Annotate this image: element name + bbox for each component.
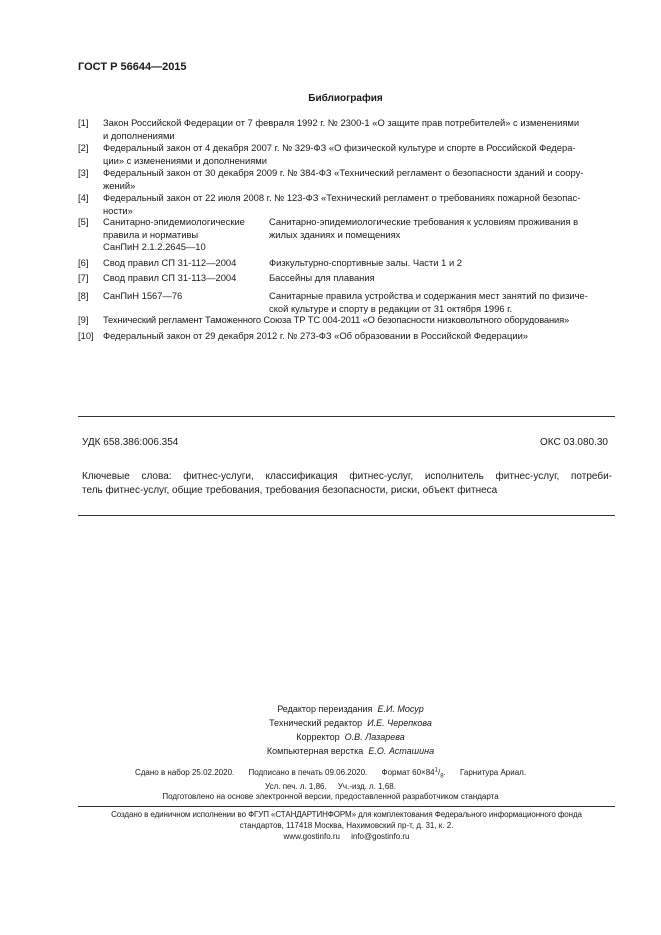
website-link[interactable]: www.gostinfo.ru bbox=[283, 832, 340, 841]
credit-person: Е.О. Асташина bbox=[368, 746, 435, 756]
ref-text bbox=[103, 167, 615, 192]
ref-line: Технический регламент Таможенного Союза ТР ТС 004-2011 «О безопасности низковольтного оборудования» bbox=[103, 314, 570, 325]
standard-id-header: ГОСТ Р 56644—2015 bbox=[78, 61, 187, 73]
ref-line: Физкультурно-спортивные залы. Части 1 и 2 bbox=[269, 257, 463, 268]
ref-line: Санитарно-эпидемиологические требования к условиям проживания в bbox=[269, 216, 579, 227]
ref-line: ской культуре и спорту в редакции от 31 октября 1996 г. bbox=[269, 302, 513, 314]
prepared-note: Подготовлено на основе электронной версии, предоставленной разработчиком стандарта bbox=[162, 792, 499, 802]
bibliography-item-3 bbox=[78, 167, 615, 192]
credit-corrector bbox=[0, 730, 661, 744]
typeface: Гарнитура Ариал. bbox=[460, 767, 527, 777]
keywords-line: тель фитнес-услуг, общие требования, требования безопасности, риски, объект фитнеса bbox=[82, 485, 498, 496]
ref-line: Свод правил СП 31-112—2004 bbox=[103, 257, 237, 268]
credits-block bbox=[0, 702, 661, 758]
bibliography-item-10 bbox=[78, 330, 615, 343]
credit-role: Редактор переиздания bbox=[277, 704, 373, 714]
divider bbox=[78, 515, 615, 516]
ref-number: [1] bbox=[78, 117, 89, 128]
bibliography-item-6 bbox=[78, 257, 615, 270]
footer-line: Создано в единичном исполнении во ФГУП «СТАНДАРТИНФОРМ» для комплектования Федерального информационного фонда bbox=[111, 810, 582, 819]
ref-document bbox=[103, 290, 268, 303]
bibliography-item-1 bbox=[78, 117, 615, 142]
ref-line: ности» bbox=[103, 204, 133, 216]
format-suffix: . bbox=[443, 767, 446, 777]
ref-line: Федеральный закон от 4 декабря 2007 г. № 329-ФЗ «О физической культуре и спорте в Российской Федера- bbox=[103, 142, 576, 153]
ref-line: СанПиН 2.1.2.2645—10 bbox=[103, 241, 206, 252]
credit-layout bbox=[0, 744, 661, 758]
credit-role: Технический редактор bbox=[269, 718, 363, 728]
footer-contacts bbox=[78, 831, 615, 842]
ref-line: жений» bbox=[103, 179, 136, 191]
credit-role: Компьютерная верстка bbox=[266, 746, 364, 756]
oks-code: ОКС 03.080.30 bbox=[540, 437, 608, 448]
ref-number: [3] bbox=[78, 167, 89, 178]
ref-number: [4] bbox=[78, 192, 89, 203]
ref-document bbox=[103, 272, 268, 285]
ref-number: [2] bbox=[78, 142, 89, 153]
submitted-date: Сдано в набор 25.02.2020. bbox=[134, 767, 235, 777]
ref-line: Федеральный закон от 29 декабря 2012 г. № 273-ФЗ «Об образовании в Российской Федерации» bbox=[103, 330, 529, 341]
ref-line: Свод правил СП 31-113—2004 bbox=[103, 272, 237, 283]
ref-line: Бассейны для плавания bbox=[269, 272, 375, 283]
ref-description bbox=[269, 216, 615, 241]
email-link[interactable]: info@gostinfo.ru bbox=[351, 832, 410, 841]
ref-description bbox=[269, 257, 615, 270]
credit-person: О.В. Лазарева bbox=[344, 732, 405, 742]
ref-number: [5] bbox=[78, 216, 89, 227]
keywords-line: Ключевые слова: фитнес-услуги, классификация фитнес-услуг, исполнитель фитнес-услуг, потреби- bbox=[82, 471, 612, 482]
udk-code: УДК 658.386:006.354 bbox=[82, 437, 179, 448]
ref-text bbox=[103, 330, 615, 343]
publisher-footer bbox=[78, 806, 615, 842]
credit-person: И.Е. Черепкова bbox=[367, 718, 432, 728]
ref-line: ции» с изменениями и дополнениями bbox=[103, 154, 267, 166]
ref-text bbox=[103, 117, 615, 142]
keywords bbox=[82, 470, 612, 498]
ref-line: правила и нормативы bbox=[103, 228, 199, 240]
sheet-counts: Усл. печ. л. 1,86. Уч.-изд. л. 1,68. bbox=[265, 781, 396, 791]
paper-format: Формат $60\times 84^1/_8$. bbox=[381, 767, 446, 780]
bibliography-item-4 bbox=[78, 192, 615, 217]
credit-editor bbox=[0, 702, 661, 716]
print-details bbox=[0, 765, 661, 782]
ref-description bbox=[269, 290, 615, 315]
ref-document bbox=[103, 257, 268, 270]
format-denominator: 8 bbox=[440, 773, 444, 780]
format-numerator: 1 bbox=[434, 767, 438, 773]
ref-line: Санитарные правила устройства и содержания мест занятий по физиче- bbox=[269, 290, 588, 301]
ref-number: [7] bbox=[78, 272, 89, 283]
format-text: Формат 60×84 bbox=[381, 767, 435, 777]
bibliography-item-2 bbox=[78, 142, 615, 167]
ref-line: СанПиН 1567—76 bbox=[103, 290, 183, 301]
ref-line: жилых зданиях и помещениях bbox=[269, 228, 401, 240]
ref-number: [9] bbox=[78, 314, 89, 325]
print-info bbox=[0, 765, 661, 803]
ref-line: и дополнениями bbox=[103, 129, 175, 141]
bibliography-item-8 bbox=[78, 290, 615, 315]
ref-number: [6] bbox=[78, 257, 89, 268]
signed-date: Подписано в печать 09.06.2020. bbox=[248, 767, 368, 777]
bibliography-item-9 bbox=[78, 314, 615, 327]
ref-document bbox=[103, 216, 268, 254]
credit-role: Корректор bbox=[296, 732, 340, 742]
footer-line: стандартов, 117418 Москва, Нахимовский пр-т, д. 31, к. 2. bbox=[239, 821, 454, 830]
ref-description bbox=[269, 272, 615, 285]
ref-text bbox=[103, 192, 615, 217]
ref-line: Закон Российской Федерации от 7 февраля 1992 г. № 2300-1 «О защите прав потребителей» с изменениями bbox=[103, 117, 580, 128]
ref-number: [10] bbox=[78, 330, 94, 341]
bibliography-item-7 bbox=[78, 272, 615, 285]
ref-number: [8] bbox=[78, 290, 89, 301]
credit-person: Е.И. Мосур bbox=[377, 704, 424, 714]
bibliography-title: Библиография bbox=[308, 93, 383, 104]
ref-line: Федеральный закон от 22 июля 2008 г. № 123-ФЗ «Технический регламент о требованиях пожарной безопас- bbox=[103, 192, 581, 203]
ref-text bbox=[103, 314, 615, 327]
divider bbox=[78, 416, 615, 417]
ref-line: Санитарно-эпидемиологические bbox=[103, 216, 245, 227]
credit-tech-editor bbox=[0, 716, 661, 730]
ref-line: Федеральный закон от 30 декабря 2009 г. № 384-ФЗ «Технический регламент о безопасности зданий и соору- bbox=[103, 167, 584, 178]
bibliography-item-5 bbox=[78, 216, 615, 254]
ref-text bbox=[103, 142, 615, 167]
